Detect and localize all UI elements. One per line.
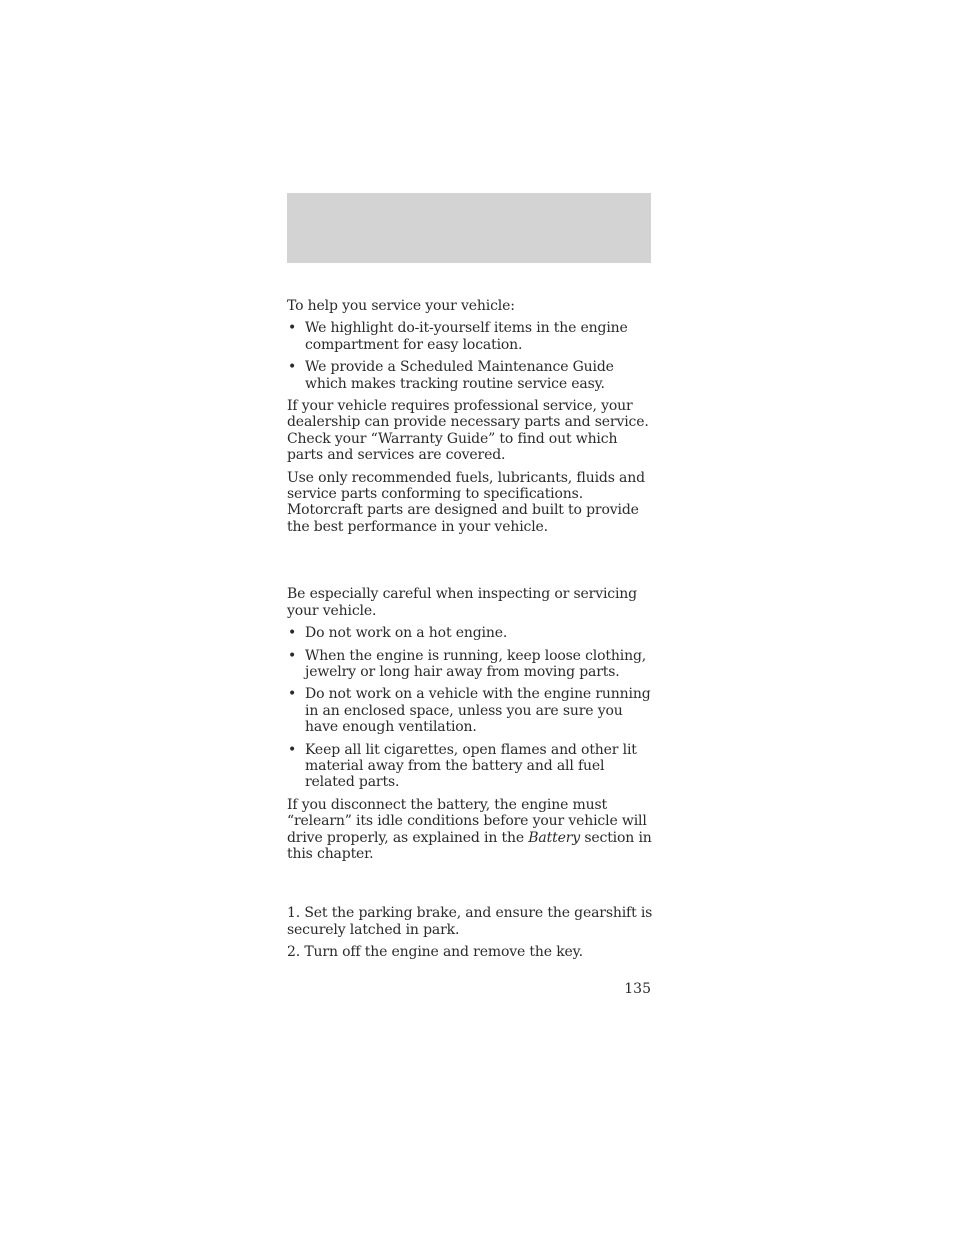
list-item <box>287 359 653 392</box>
page-content <box>287 298 653 967</box>
battery-section-reference: Battery <box>528 829 581 846</box>
precautions-bullet-list <box>287 625 653 791</box>
list-item-text: Do not work on a vehicle with the engine running in an enclosed space, unless you are sure you have enough ventilation. <box>305 686 651 736</box>
intro-text: To help you service your vehicle: <box>287 298 515 314</box>
list-item-text: We provide a Scheduled Maintenance Guide which makes tracking routine service easy. <box>305 359 614 392</box>
bullet-icon: • <box>288 625 297 642</box>
list-item <box>287 742 653 791</box>
list-item <box>287 320 653 353</box>
list-item-text: When the engine is running, keep loose clothing, jewelry or long hair away from moving parts. <box>305 647 647 680</box>
professional-service-paragraph: If your vehicle requires professional service, your dealership can provide necessary parts and service. Check your “Warranty Guide” to find out which parts and services are covered. <box>287 398 649 464</box>
bullet-icon: • <box>288 741 297 758</box>
list-item-text: Do not work on a hot engine. <box>305 625 508 642</box>
bullet-icon: • <box>288 647 297 664</box>
list-item <box>287 625 653 641</box>
section-spacer <box>287 541 653 586</box>
step-1: 1. Set the parking brake, and ensure the gearshift is securely latched in park. <box>287 905 653 938</box>
list-item-text: We highlight do-it-yourself items in the engine compartment for easy location. <box>305 320 628 353</box>
list-item <box>287 648 653 681</box>
bullet-icon: • <box>288 320 297 337</box>
careful-intro-text: Be especially careful when inspecting or servicing your vehicle. <box>287 586 637 619</box>
intro-bullet-list <box>287 320 653 392</box>
list-item <box>287 686 653 735</box>
recommended-parts-paragraph: Use only recommended fuels, lubricants, fluids and service parts conforming to specifications. Motorcraft parts are designed and built to provide the best performance in your vehicle. <box>287 469 645 535</box>
step-2: 2. Turn off the engine and remove the key. <box>287 944 583 961</box>
list-item-text: Keep all lit cigarettes, open flames and other lit material away from the battery and all fuel related parts. <box>305 741 637 791</box>
bullet-icon: • <box>288 686 297 703</box>
battery-text-before: If you disconnect the battery, the engine must “relearn” its idle conditions before your vehicle will drive properly, as explained in the <box>287 796 647 846</box>
bullet-icon: • <box>288 359 297 376</box>
page-number: 135 <box>624 981 651 997</box>
battery-relearn-paragraph <box>287 797 653 863</box>
chapter-header-band <box>287 193 651 263</box>
section-spacer <box>287 868 653 905</box>
battery-text-after: section in this chapter. <box>287 829 652 862</box>
